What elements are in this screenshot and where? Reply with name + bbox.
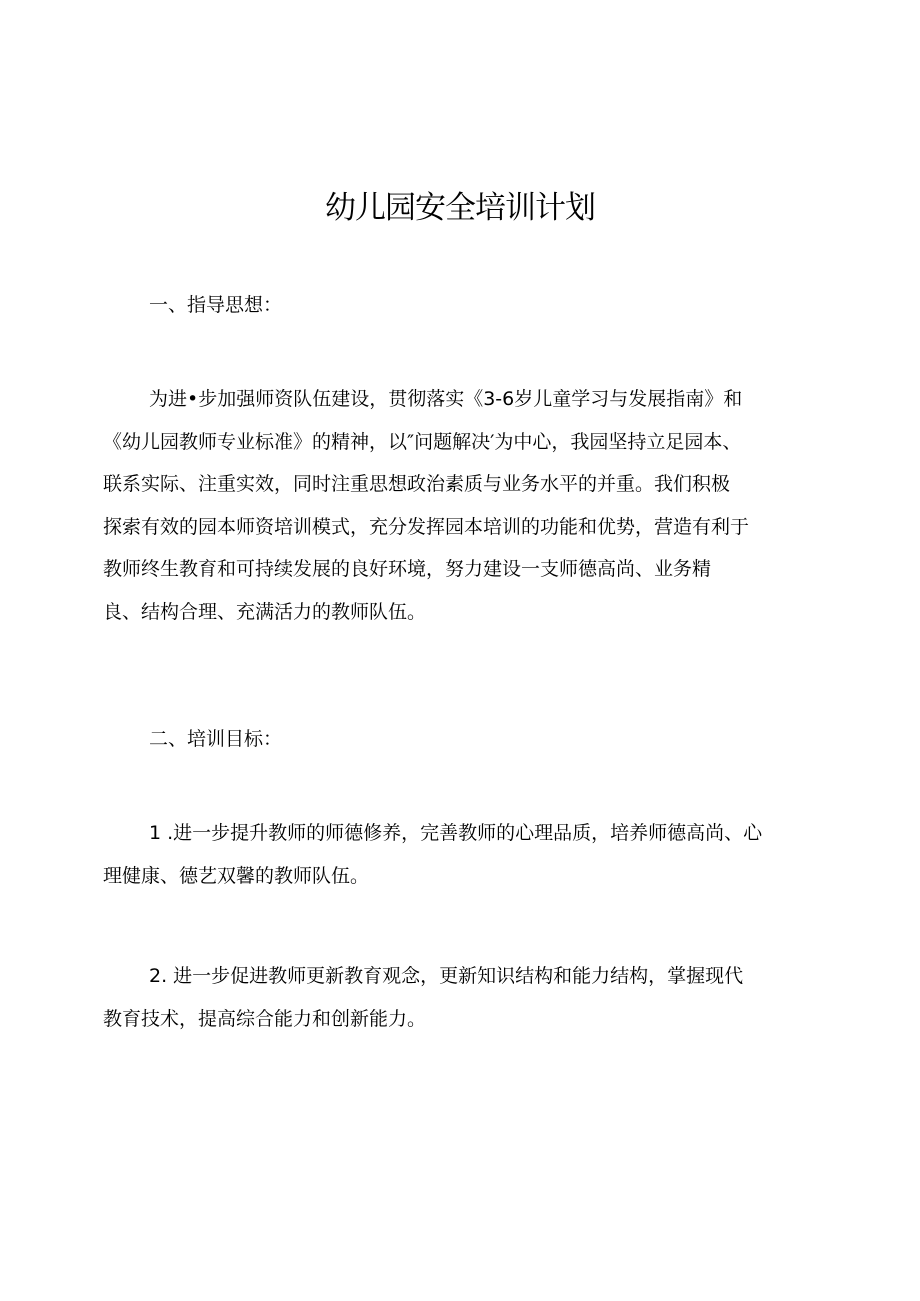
guiding-ideology-paragraph [103,378,823,633]
paragraph-line: 良、结构合理、充满活力的教师队伍。 [103,600,427,623]
paragraph-line: 教师终生教育和可持续发展的良好环境，努力建设一支师德高尚、业务精 [103,558,712,580]
paragraph-line: 2. 进一步促进教师更新教育观念，更新知识结构和能力结构，掌握现代 [149,965,744,987]
training-goal-1 [103,812,823,897]
training-goal-2 [103,955,823,1040]
paragraph-line: 理健康、德艺双馨的教师队伍。 [103,864,370,887]
document-title: 幼儿园安全培训计划 [325,190,595,226]
paragraph-line: 为进•步加强师资队伍建设，贯彻落实《3-6岁儿童学习与发展指南》和 [149,388,743,410]
section-heading-guiding-ideology: 一、指导思想： [149,294,283,316]
section-heading-training-goals: 二、培训目标： [149,728,283,750]
paragraph-line: 联系实际、注重实效，同时注重思想政治素质与业务水平的并重。我们积极 [103,473,731,495]
paragraph-line: 探索有效的园本师资培训模式，充分发挥园本培训的功能和优势，营造有利于 [103,515,750,538]
paragraph-line: 《幼儿园教师专业标准》的精神，以″问题解决′为中心，我园坚持立足园本、 [103,430,742,453]
paragraph-line: 教育技术，提高综合能力和创新能力。 [103,1007,427,1030]
paragraph-line: 1 .进一步提升教师的师德修养，完善教师的心理品质，培养师德高尚、心 [149,822,763,844]
